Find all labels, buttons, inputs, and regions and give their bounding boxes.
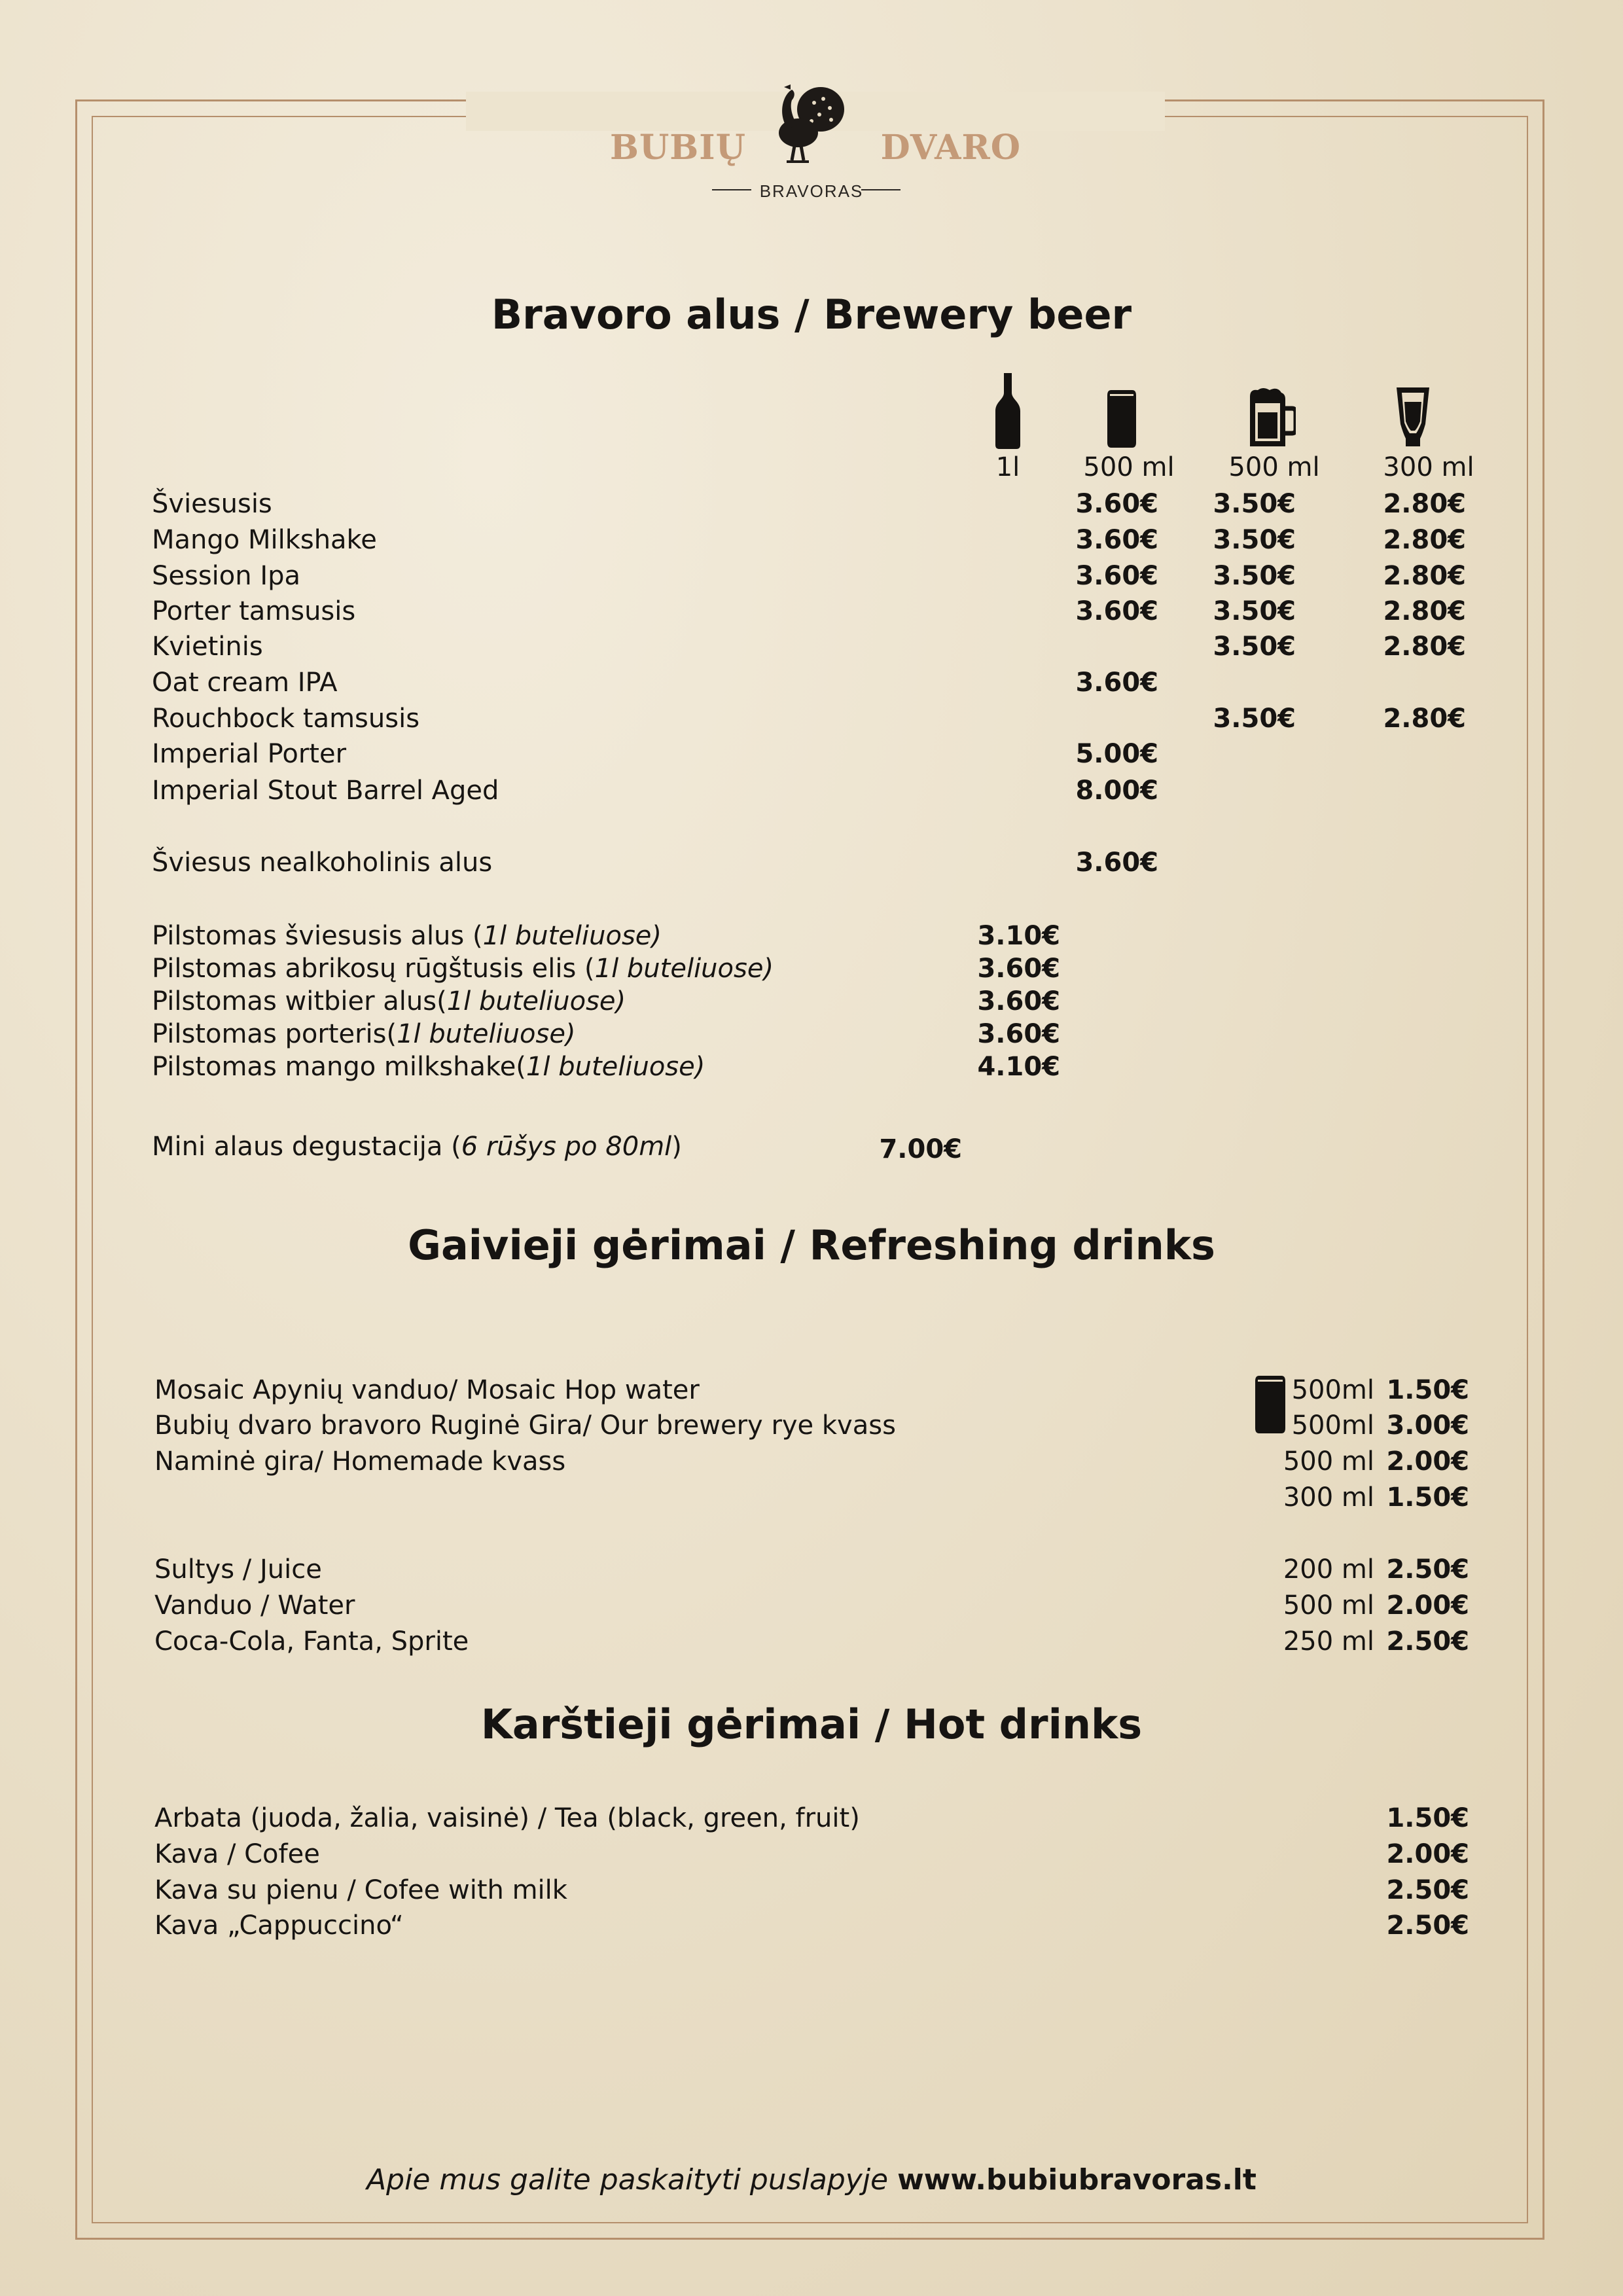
beer-name: Oat cream IPA xyxy=(152,668,338,698)
beer-name: Kvietinis xyxy=(152,632,263,662)
beer-heading: Bravoro alus / Brewery beer xyxy=(491,291,1132,338)
beer-price-glass: 2.80€ xyxy=(1383,704,1466,734)
beer-name: Session Ipa xyxy=(152,561,301,591)
drink-price: 2.00€ xyxy=(1386,1590,1469,1621)
draft-beer-name: Pilstomas porteris(1l buteliuose) xyxy=(152,1019,576,1049)
drink-name: Sultys / Juice xyxy=(154,1554,322,1585)
draft-beer-price: 4.10€ xyxy=(977,1052,1060,1082)
drink-name: Naminė gira/ Homemade kvass xyxy=(154,1446,566,1477)
hot-drink-price: 2.50€ xyxy=(1386,1910,1469,1941)
hot-drink-price: 2.00€ xyxy=(1386,1839,1469,1869)
drink-price: 3.00€ xyxy=(1386,1410,1469,1441)
beer-price-mug: 3.50€ xyxy=(1213,704,1296,734)
col-label-can: 500 ml xyxy=(1083,452,1175,482)
beer-price-glass: 2.80€ xyxy=(1383,525,1466,555)
hot-drink-name: Kava su pienu / Cofee with milk xyxy=(154,1875,567,1905)
footer-note xyxy=(0,2163,1623,2197)
drink-size: 300 ml xyxy=(1283,1482,1374,1513)
draft-beer-price: 3.10€ xyxy=(977,921,1060,951)
beer-price-glass: 2.80€ xyxy=(1383,596,1466,626)
beer-name: Imperial Porter xyxy=(152,739,347,769)
drink-size: 500 ml xyxy=(1283,1446,1374,1477)
draft-beer-name: Pilstomas šviesusis alus (1l buteliuose) xyxy=(152,921,662,951)
tasting-price: 7.00€ xyxy=(879,1134,962,1164)
draft-beer-price: 3.60€ xyxy=(977,954,1060,984)
glass-icon xyxy=(1397,387,1429,446)
brand-subtitle: BRAVORAS xyxy=(759,181,864,201)
bottle-icon xyxy=(993,373,1023,449)
drink-price: 2.50€ xyxy=(1386,1626,1469,1657)
draft-beer-price: 3.60€ xyxy=(977,1019,1060,1049)
hot-drink-name: Kava „Cappuccino“ xyxy=(154,1910,404,1941)
website-link[interactable]: www.bubiubravoras.lt xyxy=(897,2163,1257,2197)
drink-size: 200 ml xyxy=(1283,1554,1374,1585)
beer-price-can: 5.00€ xyxy=(1075,739,1158,769)
drink-size: 250 ml xyxy=(1283,1626,1374,1657)
brand-logo xyxy=(602,75,1021,206)
hot-drink-name: Arbata (juoda, žalia, vaisinė) / Tea (black, green, fruit) xyxy=(154,1803,860,1833)
drink-price: 2.00€ xyxy=(1386,1446,1469,1477)
drink-price: 2.50€ xyxy=(1386,1554,1469,1585)
hot-drink-price: 1.50€ xyxy=(1386,1803,1469,1833)
beer-price-can: 8.00€ xyxy=(1075,776,1158,806)
drink-name: Coca-Cola, Fanta, Sprite xyxy=(154,1626,469,1657)
col-label-mug: 500 ml xyxy=(1228,452,1320,482)
refreshing-heading: Gaivieji gėrimai / Refreshing drinks xyxy=(408,1221,1215,1269)
hot-drink-price: 2.50€ xyxy=(1386,1875,1469,1905)
brand-name-left: BUBIŲ xyxy=(610,128,746,168)
beer-price-mug: 3.50€ xyxy=(1213,632,1296,662)
hot-drink-name: Kava / Cofee xyxy=(154,1839,320,1869)
beer-name: Mango Milkshake xyxy=(152,525,377,555)
drink-price: 1.50€ xyxy=(1386,1375,1469,1405)
draft-beer-name: Pilstomas abrikosų rūgštusis elis (1l buteliuose) xyxy=(152,954,774,984)
col-label-glass: 300 ml xyxy=(1383,452,1474,482)
drink-name: Bubių dvaro bravoro Ruginė Gira/ Our brewery rye kvass xyxy=(154,1410,896,1441)
inner-border xyxy=(92,116,1528,2223)
beer-price-can: 3.60€ xyxy=(1075,525,1158,555)
draft-beer-name: Pilstomas mango milkshake(1l buteliuose) xyxy=(152,1052,705,1082)
beer-name: Rouchbock tamsusis xyxy=(152,704,420,734)
drink-price: 1.50€ xyxy=(1386,1482,1469,1513)
tasting-name: Mini alaus degustacija (6 rūšys po 80ml) xyxy=(152,1132,682,1162)
drink-name: Vanduo / Water xyxy=(154,1590,355,1621)
beer-price-mug: 3.50€ xyxy=(1213,596,1296,626)
drink-size: 500 ml xyxy=(1283,1590,1374,1621)
drink-name: Mosaic Apynių vanduo/ Mosaic Hop water xyxy=(154,1375,700,1405)
beer-price-can: 3.60€ xyxy=(1075,561,1158,591)
beer-name: Porter tamsusis xyxy=(152,596,356,626)
drink-size: 500ml xyxy=(1291,1375,1374,1405)
nonalcoholic-beer-price: 3.60€ xyxy=(1075,848,1158,878)
beer-price-mug: 3.50€ xyxy=(1213,489,1296,519)
can-icon xyxy=(1107,390,1136,448)
footer-text: Apie mus galite paskaityti puslapyje xyxy=(366,2163,898,2197)
brand-name-right: DVARO xyxy=(880,128,1021,168)
beer-price-mug: 3.50€ xyxy=(1213,525,1296,555)
hot-heading: Karštieji gėrimai / Hot drinks xyxy=(480,1700,1143,1748)
beer-price-can: 3.60€ xyxy=(1075,668,1158,698)
draft-beer-name: Pilstomas witbier alus(1l buteliuose) xyxy=(152,986,626,1016)
col-label-bottle: 1l xyxy=(995,452,1020,482)
capercaillie-icon xyxy=(758,75,863,173)
drink-size: 500ml xyxy=(1291,1410,1374,1441)
beer-name: Šviesusis xyxy=(152,489,272,519)
beer-price-glass: 2.80€ xyxy=(1383,561,1466,591)
mug-icon xyxy=(1247,387,1296,446)
beer-price-can: 3.60€ xyxy=(1075,596,1158,626)
beer-price-mug: 3.50€ xyxy=(1213,561,1296,591)
beer-name: Imperial Stout Barrel Aged xyxy=(152,776,499,806)
beer-price-can: 3.60€ xyxy=(1075,489,1158,519)
beer-price-glass: 2.80€ xyxy=(1383,632,1466,662)
nonalcoholic-beer-name: Šviesus nealkoholinis alus xyxy=(152,848,493,878)
beer-price-glass: 2.80€ xyxy=(1383,489,1466,519)
draft-beer-price: 3.60€ xyxy=(977,986,1060,1016)
